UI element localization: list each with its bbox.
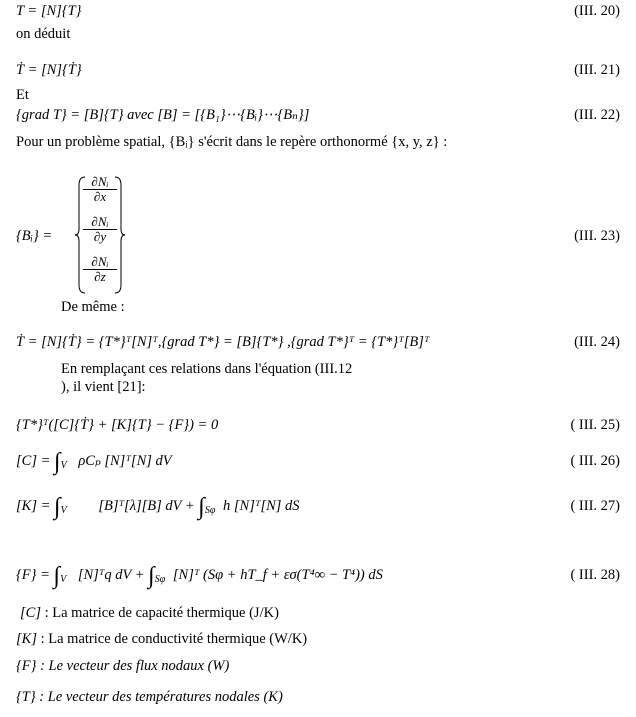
- definition-K: [16, 630, 307, 648]
- integral-sign: ∫: [198, 494, 205, 520]
- text-de-meme: De même :: [61, 299, 125, 315]
- equation-number-III-28: ( III. 28): [570, 567, 620, 583]
- definition-text: : Le vecteur des températures nodales (K): [35, 689, 283, 705]
- text-pour-un-probleme: Pour un problème spatial, {Bᵢ} s'écrit dans le repère orthonormé {x, y, z} :: [16, 134, 448, 150]
- equation-rhs: h [N]ᵀ[N] dS: [223, 498, 300, 514]
- equation-number-III-20: (III. 20): [574, 3, 620, 19]
- fraction-dNi-dx: [83, 175, 117, 204]
- definition-C: [20, 604, 279, 622]
- equation-middle: [N]ᵀq dV +: [77, 567, 149, 583]
- integral-subscript: V: [60, 574, 67, 585]
- fraction-numerator: ∂Nᵢ: [83, 175, 117, 190]
- integral-sign: ∫: [148, 563, 155, 589]
- text-on-deduit: on déduit: [16, 26, 71, 42]
- text-en-remplacant: En remplaçant ces relations dans l'équation (III.12: [61, 361, 353, 377]
- integral-sign: ∫: [54, 494, 61, 520]
- fraction-numerator: ∂Nᵢ: [83, 255, 117, 270]
- integral-subscript: V: [60, 460, 67, 471]
- fraction-denominator: ∂y: [93, 229, 107, 244]
- fraction-dNi-dz: [83, 255, 117, 284]
- fraction-denominator: ∂z: [94, 269, 106, 284]
- equation-middle: [B]ᵀ[λ][B] dV +: [98, 498, 199, 514]
- integral-sign: ∫: [53, 563, 61, 589]
- definition-symbol: [K]: [16, 631, 37, 647]
- definition-symbol: {F}: [16, 658, 37, 674]
- equation-lhs: [K] =: [16, 498, 54, 514]
- definition-text: : La matrice de capacité thermique (J/K): [40, 605, 279, 621]
- text-et: Et: [16, 87, 29, 103]
- definition-symbol: [C]: [20, 605, 41, 621]
- equation-number-III-27: ( III. 27): [570, 498, 620, 514]
- integral-subscript: V: [60, 505, 67, 516]
- equation-number-III-22: (III. 22): [574, 107, 620, 123]
- fraction-dNi-dy: [83, 215, 117, 244]
- integral-sign: ∫: [54, 449, 61, 475]
- text-il-vient: ), il vient [21]:: [61, 379, 146, 395]
- equation-lhs: [C] =: [16, 453, 54, 469]
- equation-III-22: {grad T} = [B]{T} avec [B] = [{B₁}⋯{Bᵢ}⋯{Bₙ}]: [16, 107, 310, 123]
- definition-text: : La matrice de conductivité thermique (W/K): [36, 631, 308, 647]
- equation-III-24: Ṫ = [N]{Ṫ} = {T*}ᵀ[N]ᵀ,{grad T*} = [B]{T*} ,{grad T*}ᵀ = {T*}ᵀ[B]ᵀ: [16, 334, 430, 350]
- integral-subscript: Sφ: [154, 574, 166, 585]
- fraction-denominator: ∂x: [93, 189, 107, 204]
- equation-number-III-24: (III. 24): [574, 334, 620, 350]
- equation-III-25: {T*}ᵀ([C]{Ṫ} + [K]{T} − {F}) = 0: [16, 417, 219, 433]
- equation-rhs: ρCₚ [N]ᵀ[N] dV: [78, 453, 172, 469]
- equation-number-III-21: (III. 21): [574, 62, 620, 78]
- definition-F: [16, 657, 229, 675]
- equation-III-28: [16, 563, 383, 589]
- equation-lhs: {F} =: [16, 567, 54, 583]
- equation-III-23-lhs: {Bᵢ} =: [16, 228, 53, 244]
- equation-III-27: [16, 494, 300, 520]
- equation-III-20: T = [N]{T}: [16, 3, 82, 19]
- equation-number-III-26: ( III. 26): [570, 453, 620, 469]
- definition-symbol: {T}: [16, 689, 36, 705]
- equation-rhs: [N]ᵀ (Sφ + hT_f + εσ(T⁴∞ − T⁴)) dS: [172, 567, 383, 583]
- equation-III-21: Ṫ = [N]{Ṫ}: [16, 62, 82, 78]
- bi-column-vector: [75, 175, 125, 295]
- fraction-numerator: ∂Nᵢ: [83, 215, 117, 230]
- definition-T: [16, 688, 283, 706]
- integral-subscript: Sφ: [204, 505, 216, 516]
- equation-number-III-23: (III. 23): [574, 228, 620, 244]
- equation-number-III-25: ( III. 25): [570, 417, 620, 433]
- equation-III-26: [16, 449, 172, 475]
- definition-text: : Le vecteur des flux nodaux (W): [36, 658, 230, 674]
